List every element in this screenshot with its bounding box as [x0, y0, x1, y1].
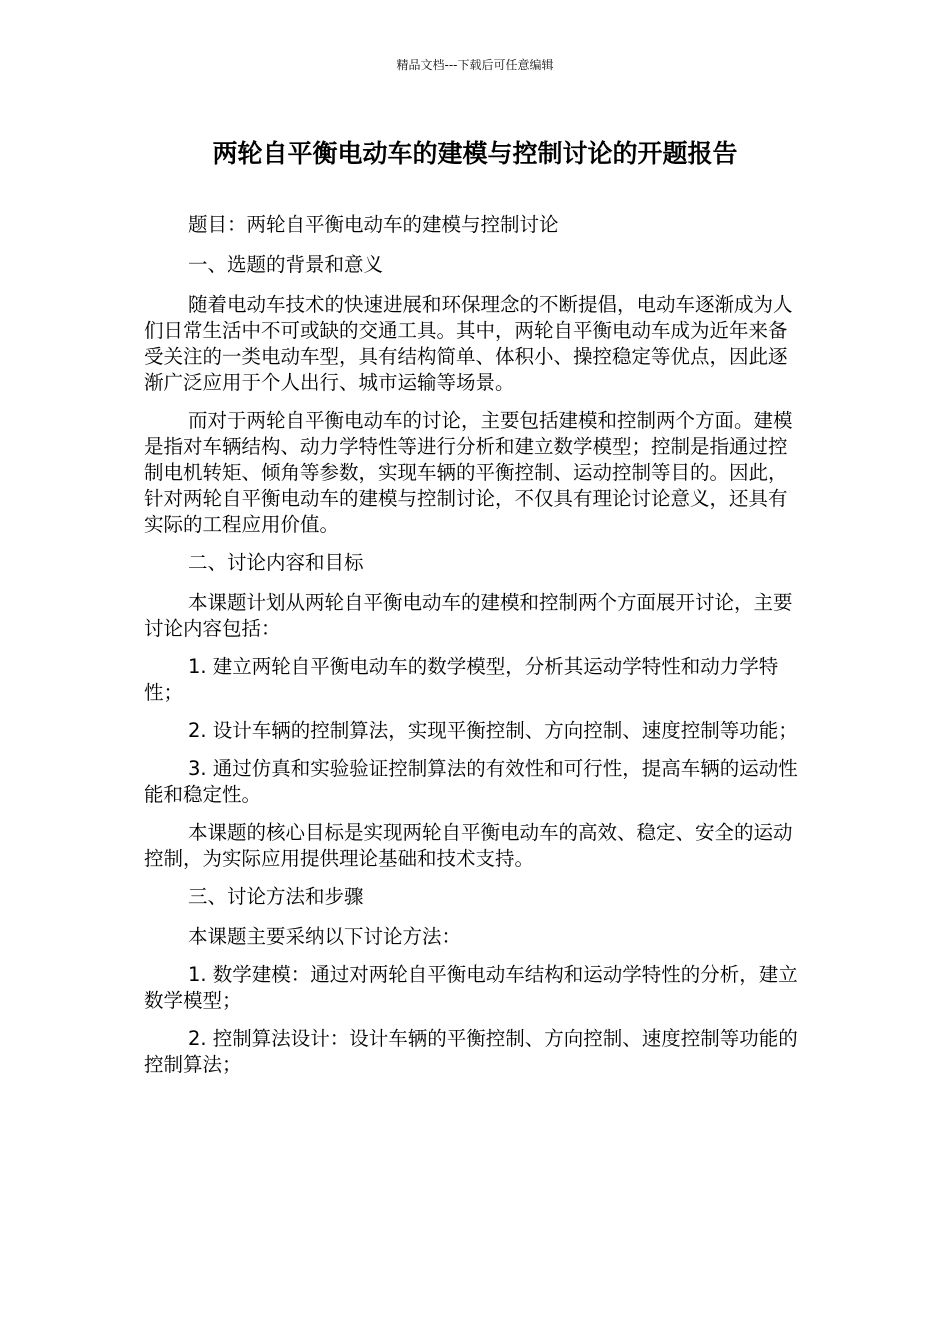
list-item-method-2: 2. 控制算法设计：设计车辆的平衡控制、方向控制、速度控制等功能的控制算法； [144, 1027, 798, 1076]
section-heading-methods: 三、讨论方法和步骤 [188, 885, 364, 908]
list-item-content-3: 3. 通过仿真和实验验证控制算法的有效性和可行性，提高车辆的运动性能和稳定性。 [144, 757, 798, 806]
list-item-content-2: 2. 设计车辆的控制算法，实现平衡控制、方向控制、速度控制等功能； [188, 719, 798, 742]
document-title: 两轮自平衡电动车的建模与控制讨论的开题报告 [212, 139, 738, 168]
paragraph-methods-intro: 本课题主要采纳以下讨论方法： [188, 925, 462, 948]
paragraph-core-goal: 本课题的核心目标是实现两轮自平衡电动车的高效、稳定、安全的运动控制，为实际应用提供理论基础和技术支持。 [144, 821, 793, 870]
section-heading-content-goals: 二、讨论内容和目标 [188, 551, 364, 574]
paragraph-background-2: 而对于两轮自平衡电动车的讨论，主要包括建模和控制两个方面。建模是指对车辆结构、动力学特性等进行分析和建立数学模型；控制是指通过控制电机转矩、倾角等参数，实现车辆的平衡控制、运动控制等目的。因此，针对两轮自平衡电动车的建模与控制讨论，不仅具有理论讨论意义，还具有实际的工程应用价值。 [144, 409, 793, 536]
list-item-content-1: 1. 建立两轮自平衡电动车的数学模型，分析其运动学特性和动力学特性； [144, 655, 779, 704]
section-heading-background: 一、选题的背景和意义 [188, 253, 384, 276]
document-body [144, 212, 798, 1090]
list-item-method-1: 1. 数学建模：通过对两轮自平衡电动车结构和运动学特性的分析，建立数学模型； [144, 963, 798, 1012]
page-header-note: 精品文档---下载后可任意编辑 [396, 58, 554, 72]
topic-line: 题目：两轮自平衡电动车的建模与控制讨论 [188, 213, 559, 236]
paragraph-content-intro: 本课题计划从两轮自平衡电动车的建模和控制两个方面展开讨论，主要讨论内容包括： [144, 591, 793, 640]
paragraph-background-1: 随着电动车技术的快速进展和环保理念的不断提倡，电动车逐渐成为人们日常生活中不可或缺的交通工具。其中，两轮自平衡电动车成为近年来备受关注的一类电动车型，具有结构简单、体积小、操控稳定等优点，因此逐渐广泛应用于个人出行、城市运输等场景。 [144, 293, 793, 394]
